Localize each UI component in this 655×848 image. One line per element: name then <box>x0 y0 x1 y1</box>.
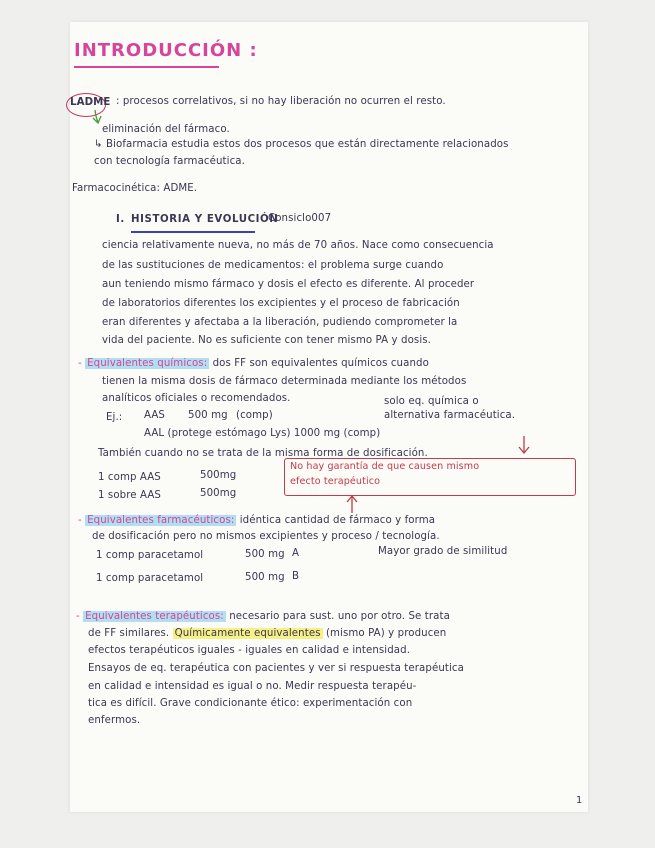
biofarmacia-line: ↳ Biofarmacia estudia estos dos procesos que están directamente relacionados <box>94 139 509 150</box>
equiv-farmaceuticos-line-2: de dosificación pero no mismos excipientes y proceso / tecnología. <box>92 531 440 542</box>
biofarmacia-line-2: con tecnología farmacéutica. <box>94 156 245 167</box>
paracetamol-a: 1 comp paracetamol <box>96 550 204 561</box>
adme-definition: : procesos correlativos, si no hay liberación no ocurren el resto. <box>116 96 446 107</box>
example-1-form: (comp) <box>236 410 273 421</box>
row-sobre-aas: 1 sobre AAS <box>98 490 161 501</box>
equiv-quimicos-line-2: tienen la misma dosis de fármaco determinada mediante los métodos <box>102 376 467 387</box>
equiv-farmaceuticos-row <box>78 515 435 526</box>
equiv-terapeuticos-line-5: en calidad e intensidad es igual o no. Medir respuesta terapéu- <box>88 681 417 692</box>
equiv-terapeuticos-line-2: de FF similares. Químicamente equivalentes (mismo PA) y producen <box>88 628 447 639</box>
similitud-note: Mayor grado de similitud <box>378 546 508 557</box>
history-line-6: vida del paciente. No es suficiente con tener mismo PA y dosis. <box>102 335 432 346</box>
side-note-1: solo eq. química o <box>384 396 479 407</box>
row-sobre-aas-dose: 500mg <box>200 488 237 499</box>
bullet: - <box>78 515 82 526</box>
quimicamente-highlight: Químicamente equivalentes <box>174 628 321 639</box>
page-title: INTRODUCCIÓN : <box>74 40 258 61</box>
side-note-2: alternativa farmacéutica. <box>384 410 516 421</box>
paracetamol-a-dose: 500 mg <box>245 549 285 560</box>
equiv-quimicos-line-3: analíticos oficiales o recomendados. <box>102 393 291 404</box>
title-underline <box>74 66 219 68</box>
page-number: 1 <box>576 795 583 806</box>
section-aside: Consiclo007 <box>268 213 332 224</box>
equiv-farmaceuticos-label: Equivalentes farmacéuticos: <box>87 515 235 526</box>
bullet: - <box>78 358 82 369</box>
history-line-3: aun teniendo mismo fármaco y dosis el efecto es diferente. Al proceder <box>102 279 475 290</box>
paracetamol-a-label: A <box>292 548 300 559</box>
paracetamol-b: 1 comp paracetamol <box>96 573 204 584</box>
example-1-drug: AAS <box>144 410 165 421</box>
equiv-quimicos-label: Equivalentes químicos: <box>87 358 208 369</box>
equiv-terapeuticos-row <box>76 611 450 622</box>
history-line-1: ciencia relativamente nueva, no más de 70 años. Nace como consecuencia <box>102 240 494 251</box>
example-1-dose: 500 mg <box>188 410 228 421</box>
section-number: I. <box>116 214 125 225</box>
equiv-terapeuticos-line-6: tica es difícil. Grave condicionante ético: experimentación con <box>88 698 413 709</box>
equiv-terapeuticos-label: Equivalentes terapéuticos: <box>85 611 224 622</box>
equiv-terapeuticos-line-3: efectos terapéuticos iguales - iguales en calidad e intensidad. <box>88 645 411 656</box>
warning-line-1: No hay garantía de que causen mismo <box>290 461 480 472</box>
tambien-line: También cuando no se trata de la misma forma de dosificación. <box>98 448 428 459</box>
elimination-note: eliminación del fármaco. <box>102 124 230 135</box>
arrow-icon: ↳ <box>94 139 103 150</box>
equiv-quimicos-row <box>78 358 429 369</box>
section-underline <box>131 231 255 233</box>
adme-label: LADME <box>70 97 111 108</box>
paracetamol-b-dose: 500 mg <box>245 572 285 583</box>
equiv-terapeuticos-line-7: enfermos. <box>88 715 141 726</box>
example-2: AAL (protege estómago Lys) 1000 mg (comp) <box>144 428 381 439</box>
history-line-4: de laboratorios diferentes los excipientes y el proceso de fabricación <box>102 298 460 309</box>
bullet: - <box>76 611 80 622</box>
farmacocinetica-line: Farmacocinética: ADME. <box>72 183 198 194</box>
row-comp-aas: 1 comp AAS <box>98 472 161 483</box>
section-title: HISTORIA Y EVOLUCIÓN <box>131 214 279 225</box>
history-line-2: de las sustituciones de medicamentos: el problema surge cuando <box>102 260 444 271</box>
history-line-5: eran diferentes y afectaba a la liberación, pudiendo comprometer la <box>102 317 458 328</box>
row-comp-aas-dose: 500mg <box>200 470 237 481</box>
equiv-terapeuticos-line-4: Ensayos de eq. terapéutica con pacientes y ver si respuesta terapéutica <box>88 663 464 674</box>
equiv-farmaceuticos-def: idéntica cantidad de fármaco y forma <box>239 515 436 526</box>
equiv-terapeuticos-def: necesario para sust. uno por otro. Se trata <box>229 611 450 622</box>
example-prefix: Ej.: <box>106 412 123 423</box>
equiv-quimicos-def: dos FF son equivalentes químicos cuando <box>212 358 429 369</box>
paracetamol-b-label: B <box>292 571 300 582</box>
warning-line-2: efecto terapéutico <box>290 476 381 487</box>
